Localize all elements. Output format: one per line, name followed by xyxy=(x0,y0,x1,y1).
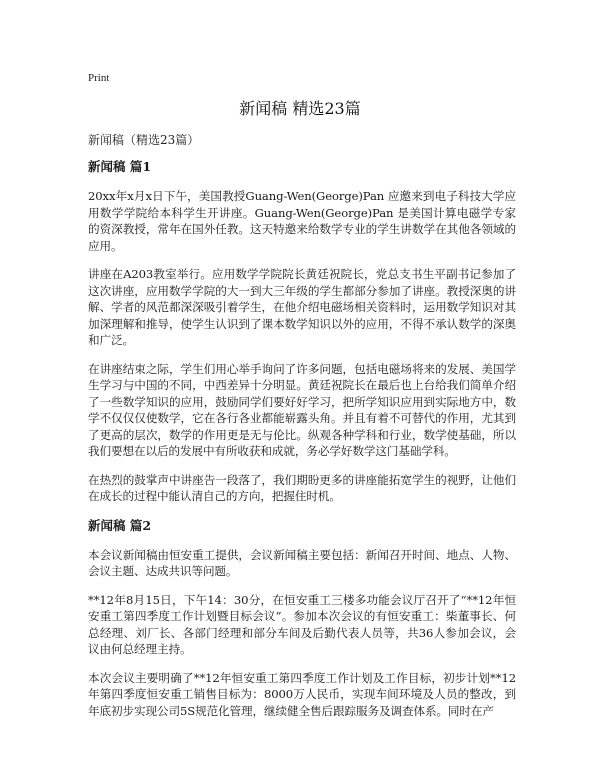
section-title: 新闻稿 篇1 xyxy=(88,159,152,174)
section-title: 新闻稿 篇2 xyxy=(88,517,152,533)
page-title: 新闻稿 精选23篇 xyxy=(239,99,361,118)
paragraph: 本次会议主要明确了**12年恒安重工第四季度工作计划及工作目标，初步计划**12年第四季度恒安重工销售目标为：8000万人民币，实现车间环境及人员的整改，到年底初步实现公司5S规范化管理，继续健全售后跟踪服务及调查体系。同时在产 xyxy=(88,670,516,718)
paragraph: 讲座在A203教室举行。应用数学学院院长黄廷祝院长，党总支书生平副书记参加了这次讲座，应用数学学院的大一到大三年级的学生都部分参加了讲座。教授深奥的讲解、学者的风范都深深吸引着学生，在他介绍电磁场相关资料时，运用数学知识对其加深理解和推导，使学生认识到了课本数学知识以外的应用，不得不承认数学的深奥和广泛。 xyxy=(88,267,516,347)
paragraph: 20xx年x月x日下午，美国教授Guang-Wen(George)Pan 应邀来到电子科技大学应用数学学院给本科学生开讲座。Guang-Wen(George)Pan 是美国计算电磁学专家的资深教授，常年在国外任教。这天特邀来给数学专业的学生讲数学在其他各领域的应用。 xyxy=(88,189,516,253)
print-link[interactable]: Print xyxy=(88,72,110,84)
document-body xyxy=(88,158,516,731)
article-section-2 xyxy=(88,517,516,720)
paragraph: **12年8月15日，下午14：30分，在恒安重工三楼多功能会议厅召开了“**12年恒安重工第四季度工作计划暨目标会议”。参加本次会议的有恒安重工：柴董事长、何总经理、刘厂长、各部门经理和部分车间及后勤代表人员等，共36人参加会议，会议由何总经理主持。 xyxy=(88,592,516,656)
paragraph: 在热烈的鼓掌声中讲座告一段落了，我们期盼更多的讲座能拓宽学生的视野，让他们在成长的过程中能认清自己的方向，把握住时机。 xyxy=(88,472,516,503)
paragraph: 本会议新闻稿由恒安重工提供，会议新闻稿主要包括：新闻召开时间、地点、人物、会议主题、达成共识等问题。 xyxy=(88,547,516,578)
article-section-1 xyxy=(88,158,516,505)
paragraph: 在讲座结束之际，学生们用心举手询问了许多问题，包括电磁场将来的发展、美国学生学习与中国的不同，中西差异十分明显。黄廷祝院长在最后也上台给我们简单介绍了一些数学知识的应用，鼓励同学们要好好学习，把所学知识应用到实际地方中，数学不仅仅仅使数学，它在各行各业都能崭露头角。并且有着不可替代的作用，尤其到了更高的层次，数学的作用更是无与伦比。纵观各种学科和行业，数学使基础，所以我们要想在以后的发展中有所收获和成就，务必学好数学这门基础学科。 xyxy=(88,361,516,458)
document-subtitle: 新闻稿（精选23篇） xyxy=(88,133,200,147)
